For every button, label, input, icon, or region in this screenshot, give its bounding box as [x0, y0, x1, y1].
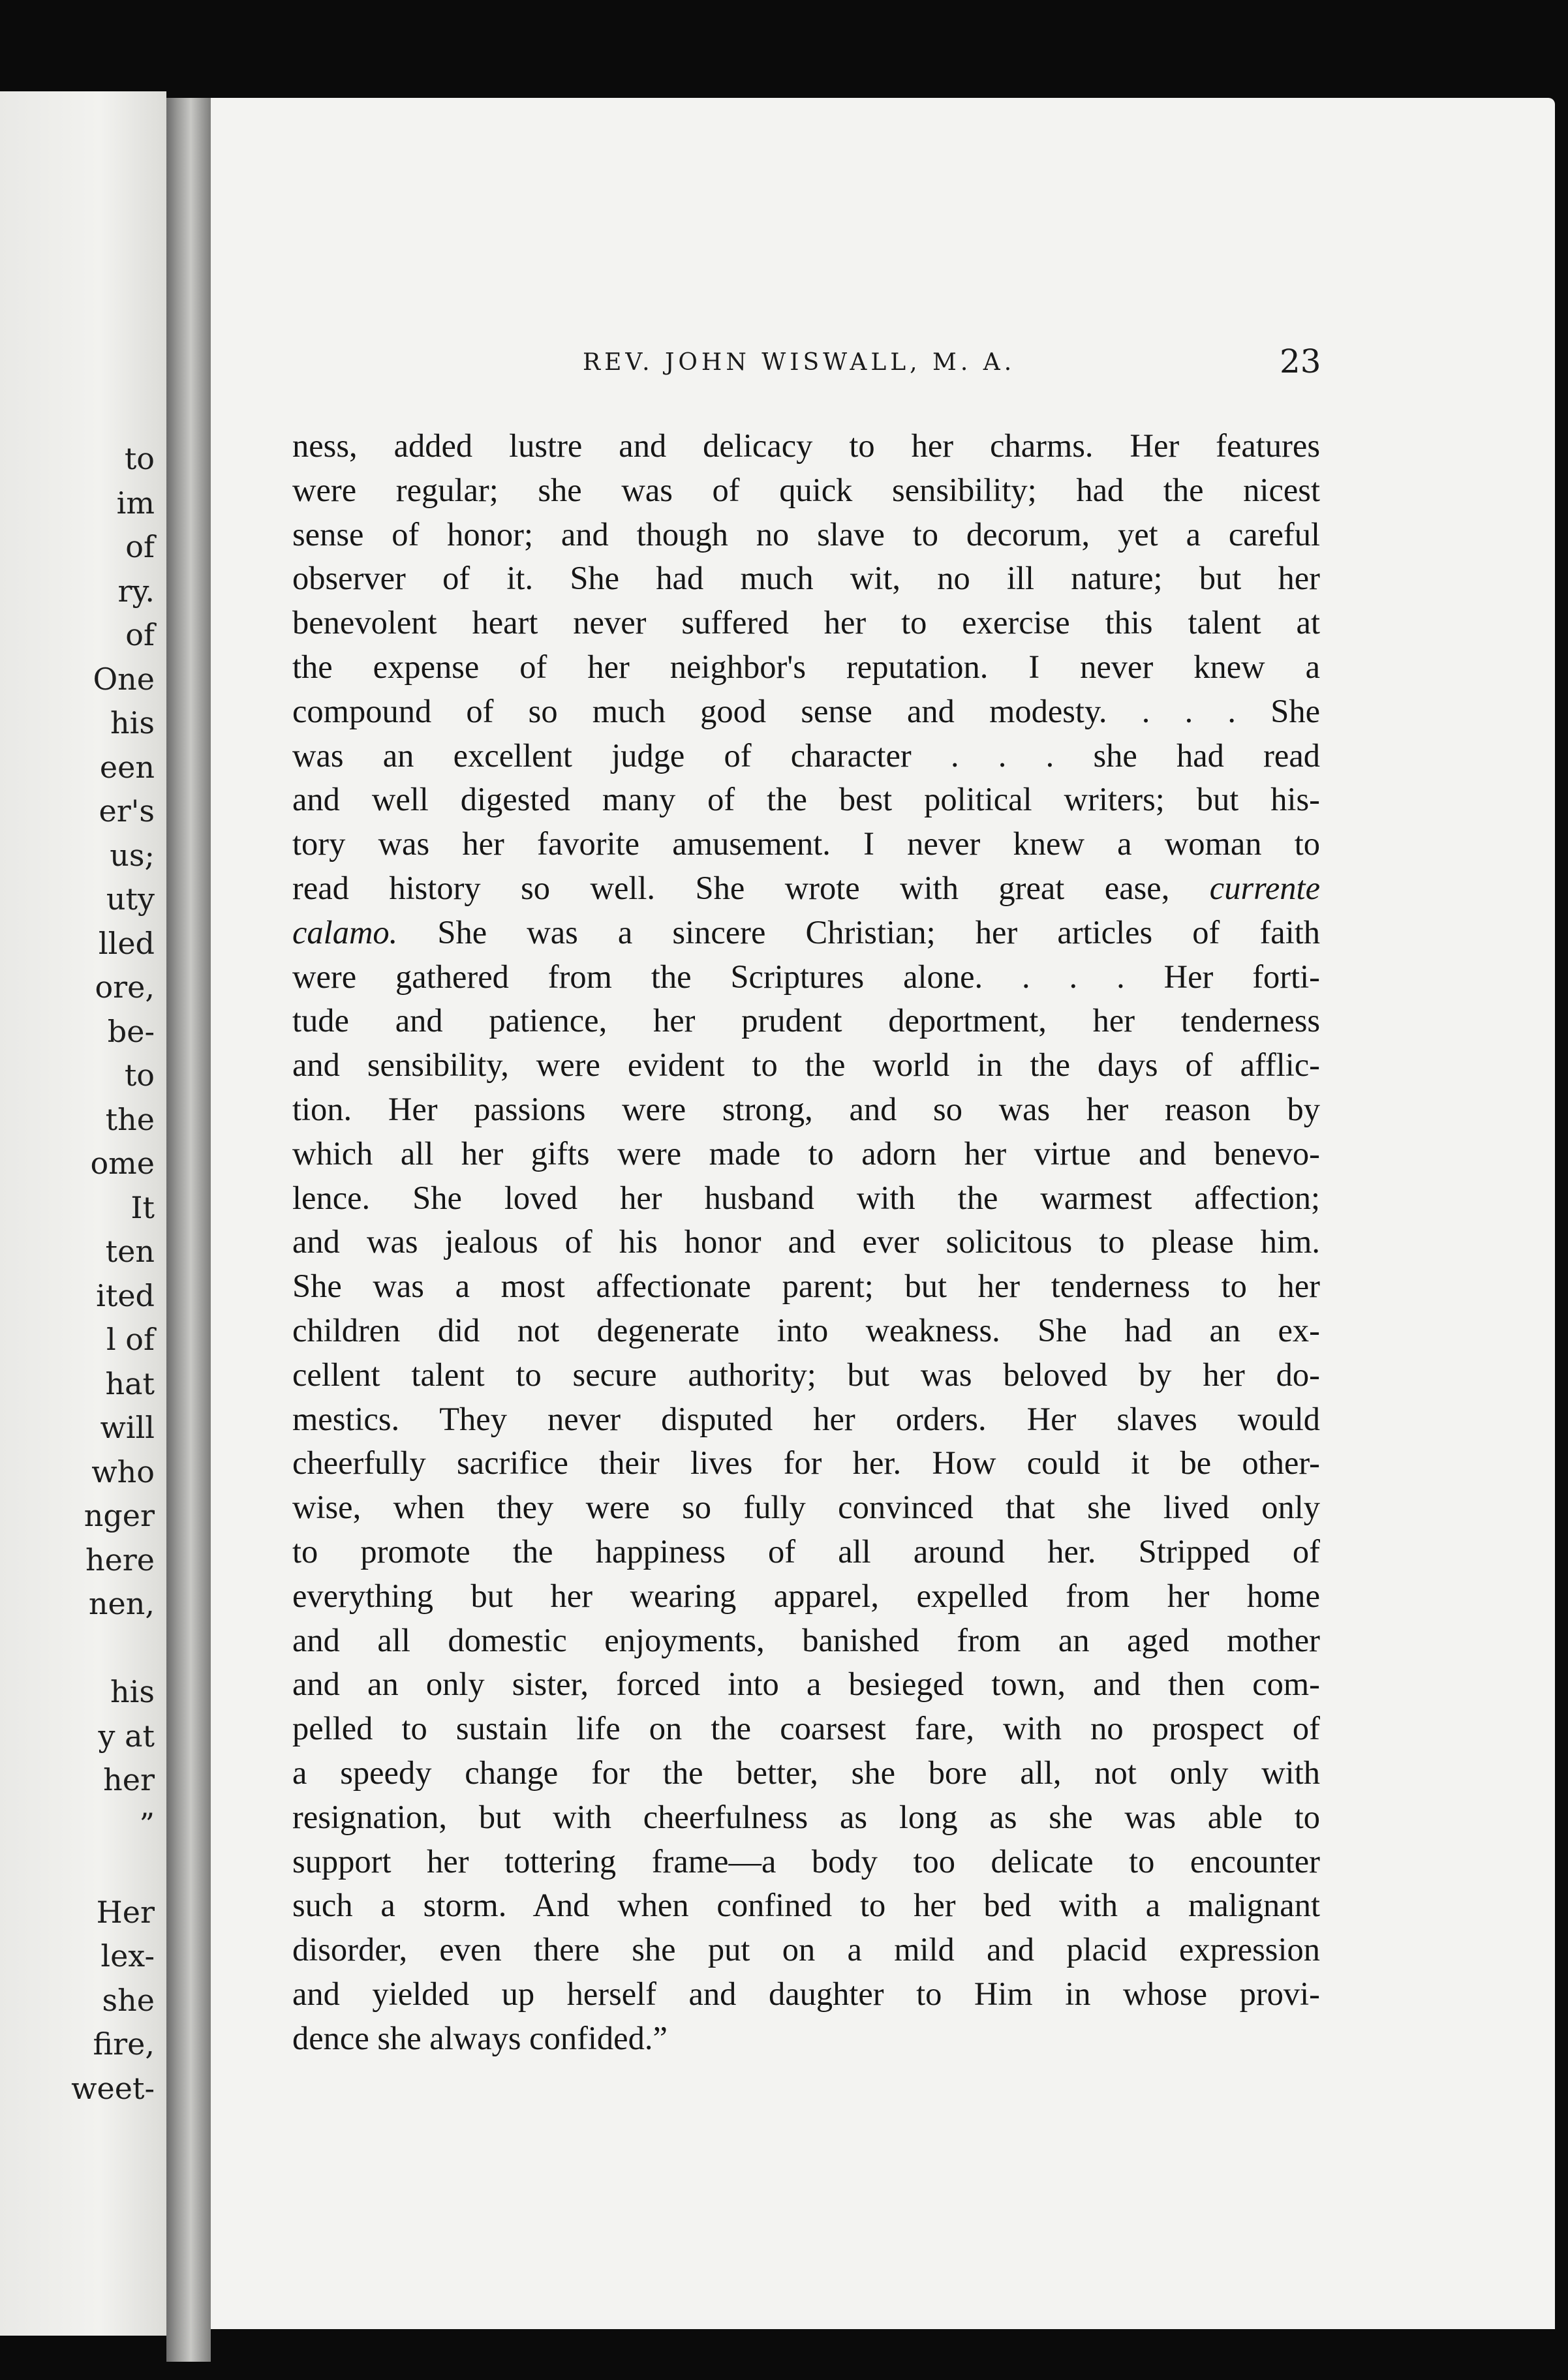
- previous-page-line: lex-: [100, 1938, 155, 1974]
- previous-page-line: er's: [99, 793, 155, 829]
- text-line: resignation, but with cheerfulness as long as she was able to: [292, 1798, 1320, 1835]
- previous-page-line: een: [99, 749, 155, 785]
- text-line: was an excellent judge of character . . . she had read: [292, 737, 1320, 774]
- text-line: [292, 911, 1320, 955]
- previous-page-line: [5, 1846, 155, 1891]
- italic-phrase: calamo.: [292, 913, 398, 951]
- previous-page-line: of: [125, 617, 155, 652]
- text-line: disorder, even there she put on a mild and placid expression: [292, 1931, 1320, 1968]
- text-line: and all domestic enjoyments, banished from an aged mother: [292, 1621, 1320, 1658]
- text-line: and sensibility, were evident to the world in the days of afflic-: [292, 1046, 1320, 1084]
- text-line: cheerfully sacrifice their lives for her. How could it be other-: [292, 1444, 1320, 1482]
- previous-page-line: nen,: [88, 1586, 155, 1621]
- text-line: tion. Her passions were strong, and so was her reason by: [292, 1090, 1320, 1127]
- text-line: observer of it. She had much wit, no ill nature; but her: [292, 560, 1320, 597]
- text-line: and well digested many of the best political writers; but his-: [292, 781, 1320, 818]
- text-line: benevolent heart never suffered her to exercise this talent at: [292, 604, 1320, 641]
- previous-page-line: hat: [105, 1365, 155, 1401]
- italic-phrase: currente: [1209, 869, 1321, 906]
- previous-page-fragment: [0, 91, 166, 2336]
- text-line: which all her gifts were made to adorn her virtue and benevo-: [292, 1135, 1320, 1172]
- previous-page-line: Her: [96, 1894, 155, 1930]
- previous-page-line: [5, 1626, 155, 1671]
- previous-page-line: ome: [90, 1146, 155, 1181]
- text-line: to promote the happiness of all around her. Stripped of: [292, 1533, 1320, 1570]
- previous-page-line: her: [103, 1762, 155, 1797]
- text-line: compound of so much good sense and modesty. . . . She: [292, 692, 1320, 729]
- previous-page-line: be-: [107, 1013, 155, 1049]
- previous-page-line: ry.: [117, 573, 155, 609]
- previous-page-line: to: [124, 441, 155, 476]
- page-header: [211, 343, 1555, 401]
- text-line: the expense of her neighbor's reputation. I never knew a: [292, 648, 1320, 685]
- text-line: a speedy change for the better, she bore all, not only with: [292, 1754, 1320, 1791]
- previous-page-line: ited: [96, 1277, 155, 1313]
- text-line: such a storm. And when confined to her bed with a malignant: [292, 1887, 1320, 1924]
- text-line: everything but her wearing apparel, expelled from her home: [292, 1577, 1320, 1614]
- previous-page-line: lled: [98, 925, 155, 961]
- text-line: dence she always confided.”: [292, 2019, 668, 2056]
- previous-page-line: weet-: [71, 2070, 155, 2106]
- previous-page-line: to: [124, 1058, 155, 1093]
- previous-page-line: who: [91, 1454, 155, 1489]
- previous-page-line: ”: [139, 1806, 155, 1842]
- text-line: mestics. They never disputed her orders. Her slaves would: [292, 1400, 1320, 1437]
- text-line: tory was her favorite amusement. I never knew a woman to: [292, 825, 1320, 862]
- text-line: support her tottering frame—a body too delicate to encounter: [292, 1842, 1320, 1880]
- previous-page-line: us;: [110, 837, 155, 873]
- previous-page-line: l of: [106, 1322, 155, 1357]
- previous-page-line: uty: [106, 881, 155, 917]
- text-line: were gathered from the Scriptures alone. . . . Her forti-: [292, 958, 1320, 995]
- previous-page-line: here: [85, 1542, 155, 1578]
- previous-page-line: im: [116, 485, 155, 521]
- body-text: [292, 424, 1320, 2060]
- text-line: children did not degenerate into weakness. She had an ex-: [292, 1311, 1320, 1349]
- text-line: and was jealous of his honor and ever solicitous to please him.: [292, 1223, 1320, 1260]
- previous-page-line: y at: [98, 1718, 155, 1754]
- previous-page-line-ends: [5, 437, 155, 2111]
- text-line: [292, 866, 1320, 911]
- previous-page-line: his: [110, 705, 155, 740]
- text-line: and yielded up herself and daughter to Him in whose provi-: [292, 1975, 1320, 2012]
- text-line: lence. She loved her husband with the warmest affection;: [292, 1179, 1320, 1216]
- previous-page-line: fire,: [93, 2026, 155, 2062]
- previous-page-line: ore,: [95, 969, 155, 1005]
- text-line: tude and patience, her prudent deportment, her tenderness: [292, 1002, 1320, 1039]
- previous-page-line: his: [110, 1674, 155, 1709]
- running-head: REV. JOHN WISWALL, M. A.: [583, 349, 1016, 376]
- previous-page-line: of: [125, 529, 155, 564]
- book-page: [211, 98, 1555, 2329]
- previous-page-line: It: [131, 1189, 155, 1225]
- text-line: sense of honor; and though no slave to decorum, yet a careful: [292, 515, 1320, 553]
- text-line-part: She was a sincere Christian; her articles of faith: [437, 913, 1321, 951]
- previous-page-line: nger: [84, 1498, 155, 1533]
- previous-page-line: ten: [105, 1234, 155, 1269]
- text-line: ness, added lustre and delicacy to her charms. Her features: [292, 427, 1320, 464]
- text-line: wise, when they were so fully convinced that she lived only: [292, 1489, 1320, 1526]
- previous-page-line: the: [105, 1101, 155, 1137]
- text-line: were regular; she was of quick sensibility; had the nicest: [292, 471, 1320, 508]
- text-line: She was a most affectionate parent; but her tenderness to her: [292, 1268, 1320, 1305]
- text-line-part: read history so well. She wrote with great ease,: [292, 869, 1170, 906]
- previous-page-line: she: [102, 1982, 155, 2018]
- text-line: cellent talent to secure authority; but was beloved by her do-: [292, 1356, 1320, 1393]
- previous-page-line: will: [100, 1410, 155, 1445]
- text-line: pelled to sustain life on the coarsest fare, with no prospect of: [292, 1710, 1320, 1747]
- previous-page-line: One: [93, 661, 155, 697]
- page-number: 23: [1280, 343, 1321, 380]
- text-line: and an only sister, forced into a besieged town, and then com-: [292, 1666, 1320, 1703]
- book-gutter: [166, 98, 211, 2362]
